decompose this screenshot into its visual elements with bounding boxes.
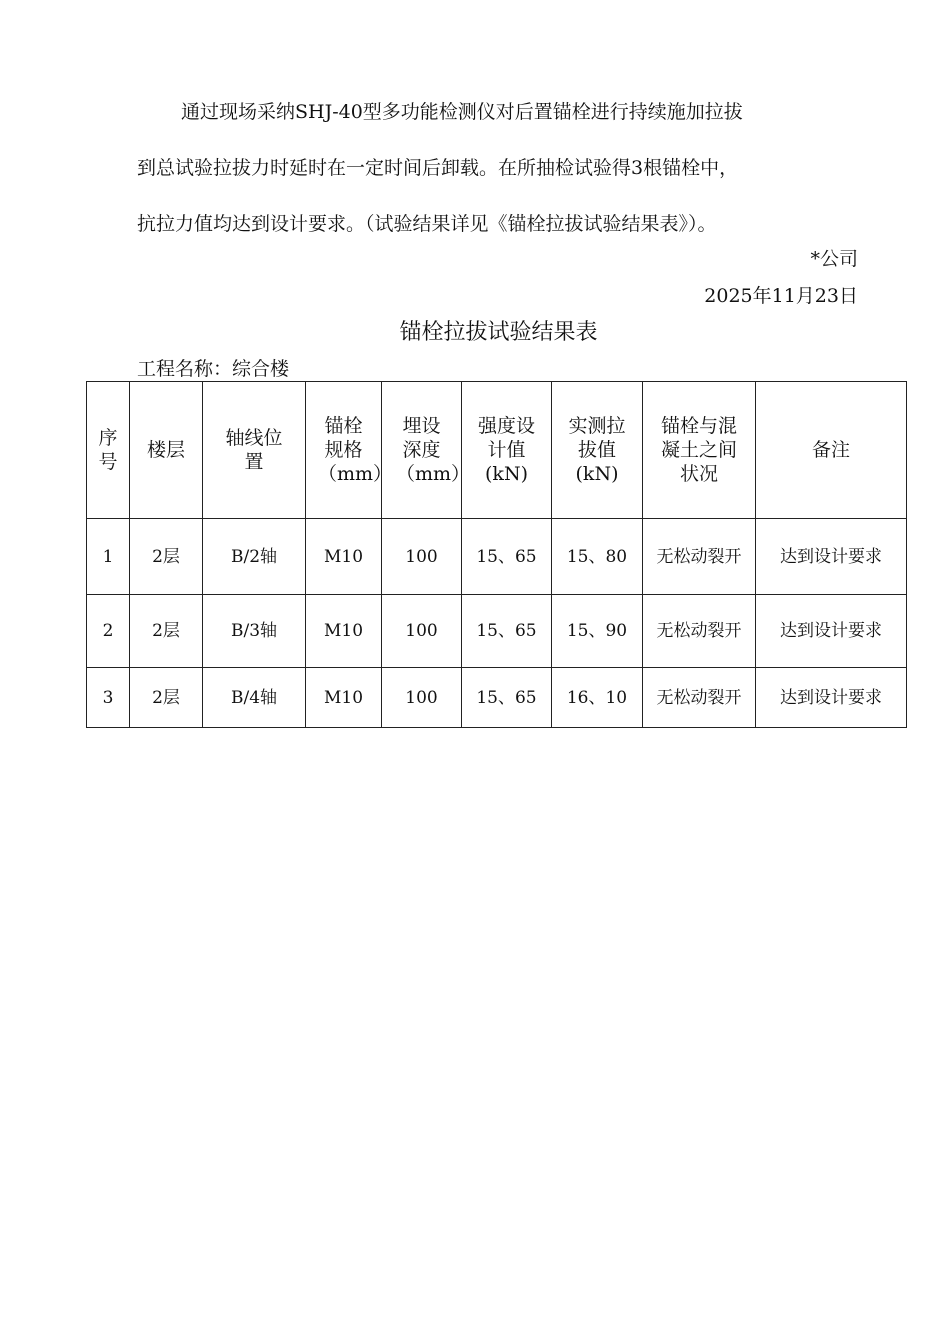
- table-row: [87, 519, 907, 595]
- cell-seq: 2: [87, 595, 130, 668]
- cell-condition: 无松动裂开: [643, 519, 756, 595]
- cell-depth: 100: [382, 668, 462, 728]
- header-remark: 备注: [756, 382, 907, 519]
- cell-axis: B/3轴: [203, 595, 306, 668]
- cell-seq: 3: [87, 668, 130, 728]
- cell-floor: 2层: [130, 519, 203, 595]
- header-condition: 锚栓与混凝土之间状况: [643, 382, 756, 519]
- cell-spec: M10: [306, 595, 382, 668]
- header-spec: 锚栓规格（mm）: [306, 382, 382, 519]
- header-floor: 楼层: [130, 382, 203, 519]
- report-date: 2025年11月23日: [704, 285, 858, 307]
- table-row: [87, 668, 907, 728]
- table-title: 锚栓拉拔试验结果表: [399, 320, 598, 345]
- cell-design-value: 15、65: [462, 519, 552, 595]
- paragraph-line-3: 抗拉力值均达到设计要求。（试验结果详见《锚栓拉拔试验结果表》）。: [137, 213, 717, 235]
- cell-spec: M10: [306, 668, 382, 728]
- cell-floor: 2层: [130, 595, 203, 668]
- cell-condition: 无松动裂开: [643, 668, 756, 728]
- cell-measured-value: 15、90: [552, 595, 643, 668]
- cell-spec: M10: [306, 519, 382, 595]
- company-name: *公司: [810, 248, 858, 270]
- paragraph-line-2: 到总试验拉拔力时延时在一定时间后卸载。在所抽检试验得3根锚栓中，: [137, 157, 739, 179]
- paragraph-line-1: 通过现场采纳SHJ-40型多功能检测仪对后置锚栓进行持续施加拉拔: [181, 101, 743, 123]
- cell-remark: 达到设计要求: [756, 668, 907, 728]
- cell-seq: 1: [87, 519, 130, 595]
- cell-depth: 100: [382, 519, 462, 595]
- header-depth: 埋设深度（mm）: [382, 382, 462, 519]
- cell-remark: 达到设计要求: [756, 519, 907, 595]
- header-axis: 轴线位置: [203, 382, 306, 519]
- cell-floor: 2层: [130, 668, 203, 728]
- cell-axis: B/2轴: [203, 519, 306, 595]
- body-paragraph: [137, 84, 861, 252]
- cell-design-value: 15、65: [462, 668, 552, 728]
- cell-remark: 达到设计要求: [756, 595, 907, 668]
- project-name: 工程名称：综合楼: [137, 358, 290, 380]
- cell-measured-value: 15、80: [552, 519, 643, 595]
- cell-depth: 100: [382, 595, 462, 668]
- header-seq: 序号: [87, 382, 130, 519]
- cell-measured-value: 16、10: [552, 668, 643, 728]
- table-row: [87, 595, 907, 668]
- table-header-row: [87, 382, 907, 519]
- cell-condition: 无松动裂开: [643, 595, 756, 668]
- results-table: [86, 381, 907, 728]
- header-measured-value: 实测拉拔值(kN): [552, 382, 643, 519]
- cell-design-value: 15、65: [462, 595, 552, 668]
- header-design-value: 强度设计值(kN): [462, 382, 552, 519]
- cell-axis: B/4轴: [203, 668, 306, 728]
